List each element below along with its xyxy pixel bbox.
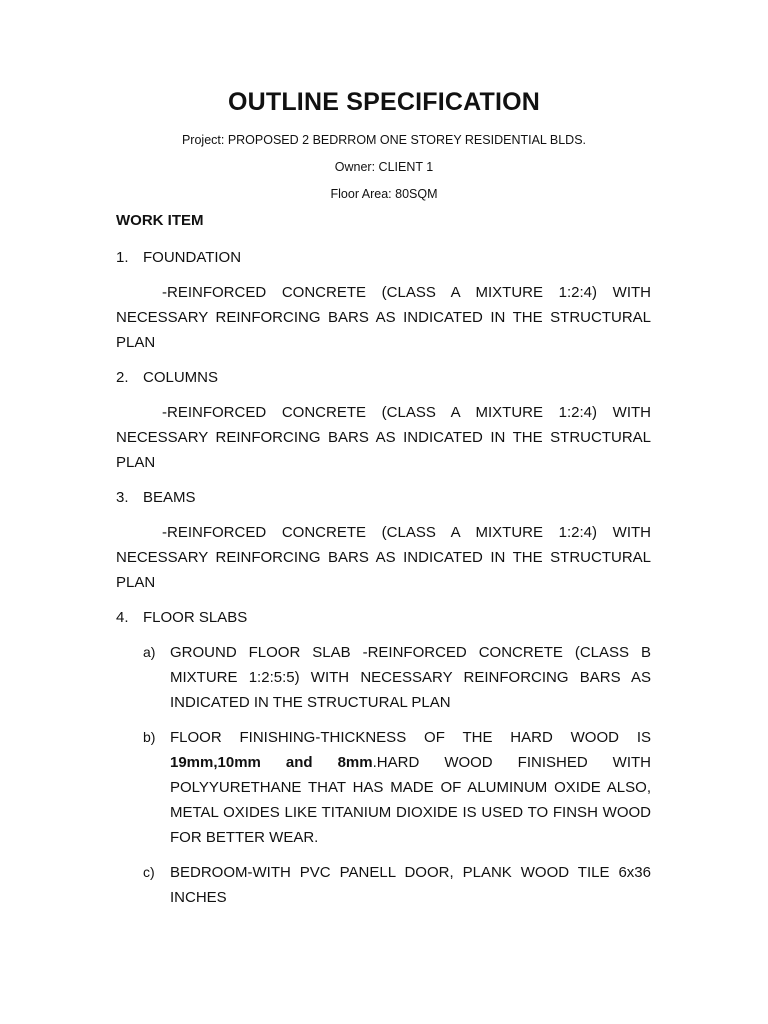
sub-item-b [143,725,651,850]
item-title: COLUMNS [143,369,219,386]
sub-item-c [143,860,651,910]
sub-item-a [143,640,651,715]
project-line: Project: PROPOSED 2 BEDRROM ONE STOREY RESIDENTIAL BLDS. [181,133,587,147]
item-number: 3. [116,489,129,506]
item-number: 4. [116,609,129,626]
work-item-columns [116,365,218,390]
work-item-header: WORK ITEM [116,212,204,229]
owner-line: Owner: CLIENT 1 [334,160,434,174]
sub-item-text: GROUND FLOOR SLAB -REINFORCED CONCRETE (CLASS B MIXTURE 1:2:5:5) WITH NECESSARY REINFORCING BARS AS INDICATED IN THE STRUCTURAL PLAN [170,644,651,711]
work-item-floor-slabs [116,605,247,630]
sub-item-text: FLOOR FINISHING-THICKNESS OF THE HARD WOOD IS 19mm,10mm and 8mm.HARD WOOD FINISHED WITH POLYYURETHANE THAT HAS MADE OF ALUMINUM OXIDE ALSO, METAL OXIDES LIKE TITANIUM DIOXIDE IS USED TO FINSH WOOD FOR BETTER WEAR. [170,729,652,846]
work-item-foundation [116,245,241,270]
document-title: OUTLINE SPECIFICATION [227,88,541,116]
item-title: FLOOR SLABS [143,609,248,626]
item-number: 2. [116,369,129,386]
sub-item-label: c) [143,864,155,880]
work-item-beams [116,485,196,510]
item-title: BEAMS [143,489,196,506]
tile-size: 6x36 [618,864,651,881]
sub-item-label: b) [143,729,156,745]
wood-thickness-values: 19mm,10mm and 8mm [170,754,373,771]
sub-item-text: BEDROOM-WITH PVC PANELL DOOR, PLANK WOOD TILE 6x36 INCHES [170,864,651,906]
item-title: FOUNDATION [143,249,242,266]
floor-area-line: Floor Area: 80SQM [330,187,438,201]
item-description-foundation: -REINFORCED CONCRETE (CLASS A MIXTURE 1:2:4) WITH NECESSARY REINFORCING BARS AS INDICATED IN THE STRUCTURAL PLAN [116,284,651,351]
item-number: 1. [116,249,129,266]
item-description-columns: -REINFORCED CONCRETE (CLASS A MIXTURE 1:2:4) WITH NECESSARY REINFORCING BARS AS INDICATED IN THE STRUCTURAL PLAN [116,404,651,471]
item-description-beams: -REINFORCED CONCRETE (CLASS A MIXTURE 1:2:4) WITH NECESSARY REINFORCING BARS AS INDICATED IN THE STRUCTURAL PLAN [116,524,651,591]
sub-item-label: a) [143,644,156,660]
